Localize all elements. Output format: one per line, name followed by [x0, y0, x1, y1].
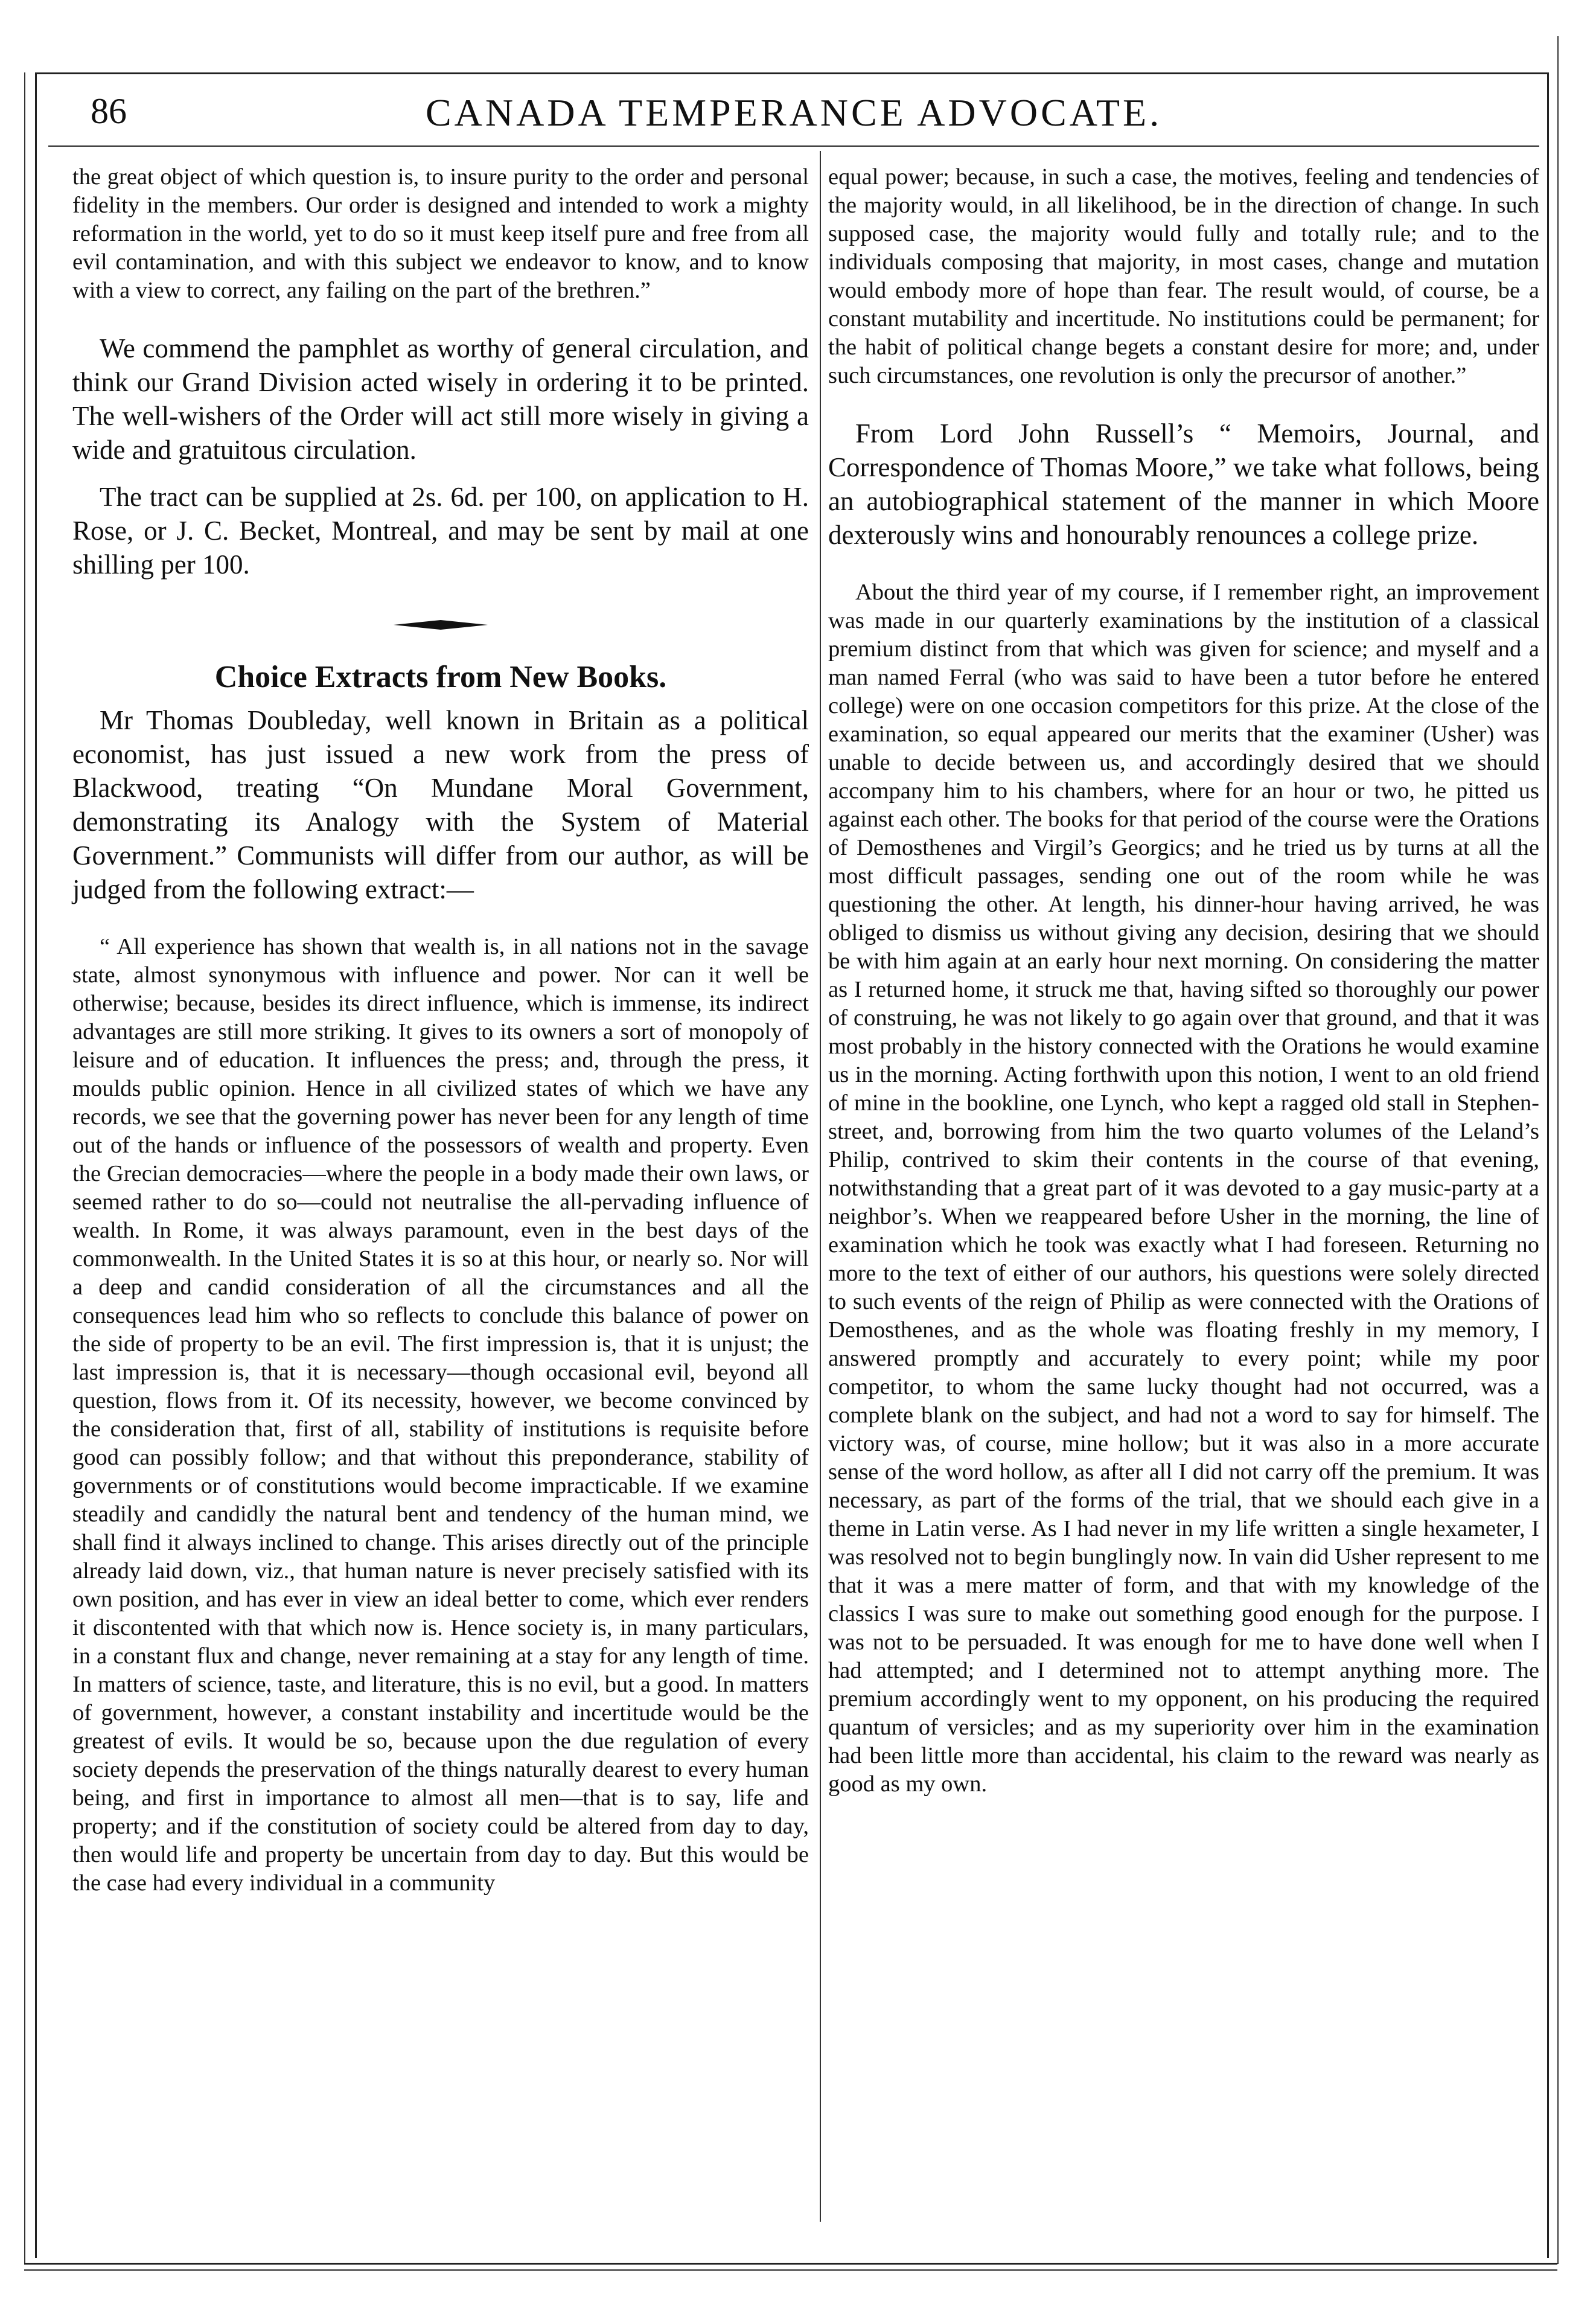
- outer-border-right: [1557, 36, 1559, 2264]
- intro-paragraph: Mr Thomas Doubleday, well known in Britain as a political economist, has just issued a new work from the press of Blackwood, treating “On Mundane Moral Government, demonstrating its Analogy with the System of Material Government.” Communists will differ from our author, as will be judged from the following extract:—: [72, 705, 809, 904]
- column-divider: [820, 151, 821, 2222]
- extract-paragraph: “ All experience has shown that wealth is, in all nations not in the savage state, almost synonymous with influence and power. Nor can it well be otherwise; because, besides its direct influence, which is immense, its indirect advantages are still more striking. It gives to its owners a sort of monopoly of leisure and of education. It influences the press; and, through the press, it moulds public opinion. Hence in all civilized states of which we have any records, we see that the governing power has never been for any length of time out of the hands or influence of the possessors of wealth and property. Even the Grecian democracies—where the people in a body made their own laws, or seemed rather to do so—could not neutralise the all-pervading influence of wealth. In Rome, it was always paramount, even in the best days of the commonwealth. In the United States it is so at this hour, or nearly so. Nor will a deep and candid consideration of all the circumstances and all the consequences lead him who so reflects to conclude this balance of power on the side of property to be an evil. The first impression is, that it is unjust; the last impression is, that it is necessary—though occasional evil, beyond all question, flows from it. Of its necessity, however, we become convinced by the consideration that, first of all, stability of institutions is requisite before good can possibly follow; and that without this preponderance, stability of governments or of constitutions would become impracticable. If we examine steadily and candidly the natural bent and tendency of the human mind, we shall find it always inclined to change. This arises directly out of the principle already laid down, viz., that human nature is never precisely satisfied with its own position, and has ever in view an ideal better to come, which ever renders it discontented with that which now is. Hence society is, in many particulars, in a constant flux and change, never remaining at a stay for any length of time. In matters of science, taste, and literature, this is no evil, but a good. In matters of government, however, a constant instability and incertitude would be the greatest of evils. It would be so, because upon the due regulation of every society depends the preservation of the things naturally dearest to every human being, and first in importance to almost all men—that is to say, life and property; and if the constitution of society could be altered from day to day, then would life and property be uncertain from day to day. But this would be the case had every individual in a community: [72, 934, 809, 1896]
- outer-border-left: [24, 72, 25, 2264]
- page-header: [48, 85, 1539, 151]
- header-rule: [48, 145, 1539, 147]
- continuation-paragraph: equal power; because, in such a case, the motives, feeling and tendencies of the majority would, in all likelihood, be in the direction of change. In such supposed case, the majority would fully and totally rule; and to the individuals composing that majority, in most cases, change and mutation would embody more of hope than fear. The result would, of course, be a constant mutability and incertitude. No institutions could be permanent; for the habit of political change begets a constant desire for more; and, under such circumstances, one revolution is only the precursor of another.”: [828, 164, 1539, 388]
- commend-paragraph: We commend the pamphlet as worthy of general circulation, and think our Grand Division acted wisely in ordering it to be printed. The well-wishers of the Order will act still more wisely in giving a wide and gratuitous circulation.: [72, 333, 809, 465]
- ornament-icon: [392, 618, 489, 632]
- russell-intro-paragraph: From Lord John Russell’s “ Memoirs, Journal, and Correspondence of Thomas Moore,” we take what follows, being an autobiographical statement of the manner in which Moore dexterously wins and honourably renounces a college prize.: [828, 418, 1539, 550]
- bottom-rule: [24, 2263, 1557, 2271]
- tract-paragraph: The tract can be supplied at 2s. 6d. per 100, on application to H. Rose, or J. C. Becket, Montreal, and may be sent by mail at one shilling per 100.: [72, 482, 809, 580]
- section-divider-ornament: [72, 618, 809, 635]
- section-heading: Choice Extracts from New Books.: [214, 660, 667, 694]
- quote-end-paragraph: the great object of which question is, to insure purity to the order and personal fidelity in the members. Our order is designed and intended to work a mighty reformation in the world, yet to do so it must keep itself pure and free from all evil contamination, and with this subject we endeavor to know, and to know with a view to correct, any failing on the part of the brethren.”: [72, 164, 809, 303]
- moore-story-paragraph: About the third year of my course, if I remember right, an improvement was made in our quarterly examinations by the institution of a classical premium distinct from that which was given for science; and myself and a man named Ferral (who was said to have been a tutor before he entered college) were on one occasion competitors for this prize. At the close of the examination, so equal appeared our merits that the examiner (Usher) was unable to decide between us, and accordingly desired that we should accompany him to his chambers, where for an hour or two, he pitted us against each other. The books for that period of the course were the Orations of Demosthenes and Virgil’s Georgics; and he tried us by turns at all the most difficult passages, sending one out of the room while he was questioning the other. At length, his dinner-hour having arrived, he was obliged to dismiss us without giving any decision, desiring that we should be with him again at an early hour next morning. On considering the matter as I returned home, it struck me that, having sifted so thoroughly our power of construing, he was not likely to go again over that ground, and that it was most probably in the history connected with the Orations he would examine us in the morning. Acting forthwith upon this notion, I went to an old friend of mine in the bookline, one Lynch, who kept a ragged old stall in Stephen-street, and, borrowing from him the two quarto volumes of the Leland’s Philip, contrived to skim their contents in the course of that evening, notwithstanding that a great part of it was devoted to a gay music-party at a neighbor’s. When we reappeared before Usher in the morning, the line of examination which he took was exactly what I had foreseen. Returning no more to the text of either of our authors, his questions were solely directed to such events of the reign of Philip as were connected with the Orations of Demosthenes, and as the whole was floating freshly in my memory, I answered promptly and accurately to every point; while my poor competitor, to whom the same lucky thought had not occurred, was a complete blank on the subject, and had not a word to say for himself. The victory was, of course, mine hollow; but it was also in a more accurate sense of the word hollow, as after all I did not carry off the premium. It was necessary, as part of the forms of the trial, that we should each give in a theme in Latin verse. As I had never in my life written a single hexameter, I was resolved not to begin bunglingly now. In vain did Usher represent to me that it was a mere matter of form, and that with my knowledge of the classics I was sure to make out something good enough for the purpose. I was not to be persuaded. It was enough for me to have done well when I had attempted; and I determined not to attempt anything more. The premium accordingly went to my opponent, on his producing the required quantum of versicles; and as my superiority over him in the examination had been little more than accidental, his claim to the reward was nearly as good as my own.: [828, 580, 1539, 1797]
- page-number: 86: [91, 91, 127, 131]
- right-column: [828, 163, 1539, 1799]
- masthead-title: CANADA TEMPERANCE ADVOCATE.: [425, 91, 1163, 134]
- left-column: [72, 163, 809, 1898]
